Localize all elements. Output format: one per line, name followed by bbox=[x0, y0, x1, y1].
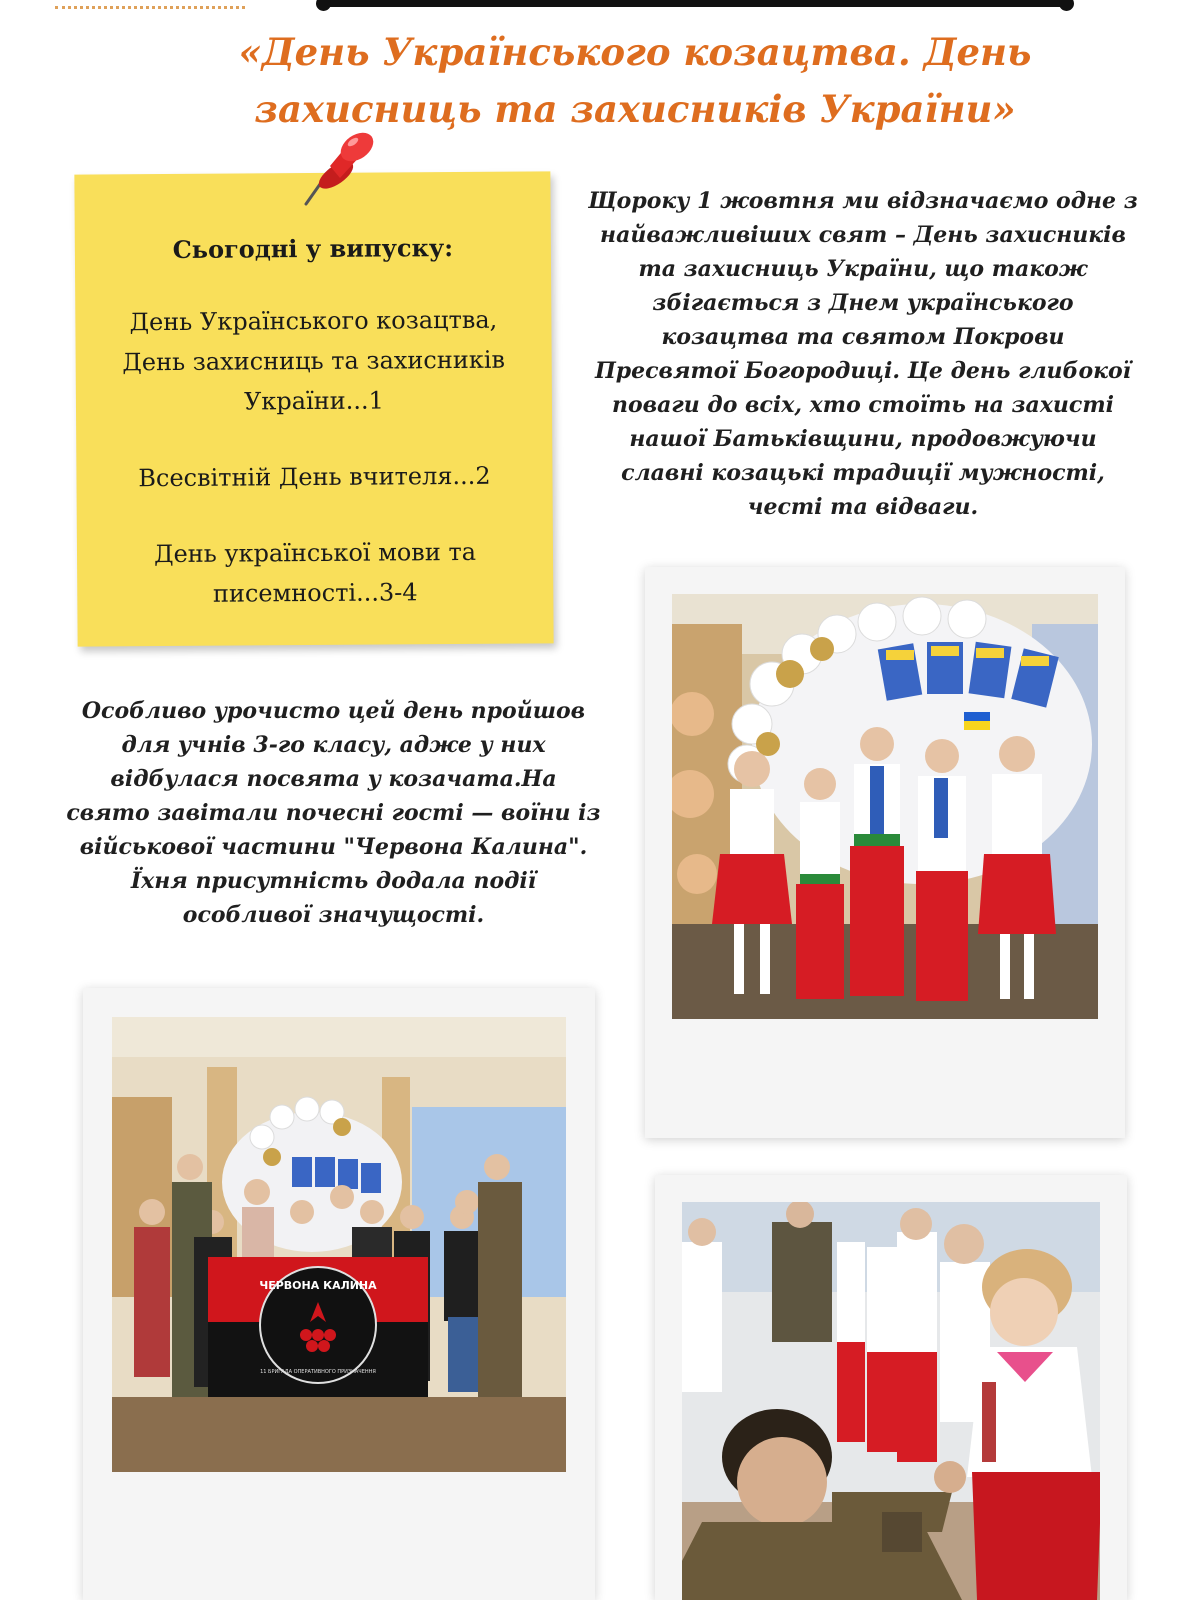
children-costume-photo bbox=[672, 594, 1098, 1019]
flag-title-text: ЧЕРВОНА КАЛИНА bbox=[259, 1279, 377, 1292]
toc-item-teachers-day: Всесвітній День вчителя...2 bbox=[138, 461, 491, 493]
page-title: «День Українського козацтва. День захисниць та захисників України» bbox=[238, 30, 1032, 131]
scarf-ceremony-photo bbox=[682, 1202, 1100, 1600]
toc-item-cossacks-day: День Українського козацтва, День захисниць та захисників України...1 bbox=[122, 305, 506, 416]
toc-item-language-day: День української мови та писемності...3-4 bbox=[153, 537, 477, 608]
flag-photo-frame bbox=[83, 988, 595, 1600]
top-divider-rule bbox=[322, 0, 1068, 7]
ceremony-paragraph: Особливо урочисто цей день пройшов для учнів 3-го класу, адже у них відбулася посвята у козачата.На свято завітали почесні гості — воїни із військової частини "Червона Калина". Їхня присутність додала події особливої значущості. bbox=[66, 698, 601, 928]
soldiers-flag-photo bbox=[112, 1017, 566, 1472]
pushpin-icon bbox=[300, 120, 378, 210]
flag-subtitle-text: 11 БРИГАДА ОПЕРАТИВНОГО ПРИЗНАЧЕННЯ bbox=[260, 1369, 376, 1375]
children-photo-frame bbox=[645, 567, 1125, 1138]
intro-paragraph: Щороку 1 жовтня ми відзначаємо одне з найважливіших свят – День захисників та захисниць України, що також збігається з Днем українського козацтва та святом Покрови Пресвятої Богородиці. Це день глибокої поваги до всіх, хто стоїть на захисті нашої Батьківщини, продовжуючи славні козацькі традиції мужності, честі та відваги. bbox=[588, 188, 1138, 520]
issue-contents-sticky-note bbox=[74, 171, 553, 646]
ceremony-photo-frame bbox=[655, 1175, 1127, 1600]
corner-flourish-decoration bbox=[55, 0, 245, 9]
issue-contents-heading: Сьогодні у випуску: bbox=[172, 233, 454, 264]
